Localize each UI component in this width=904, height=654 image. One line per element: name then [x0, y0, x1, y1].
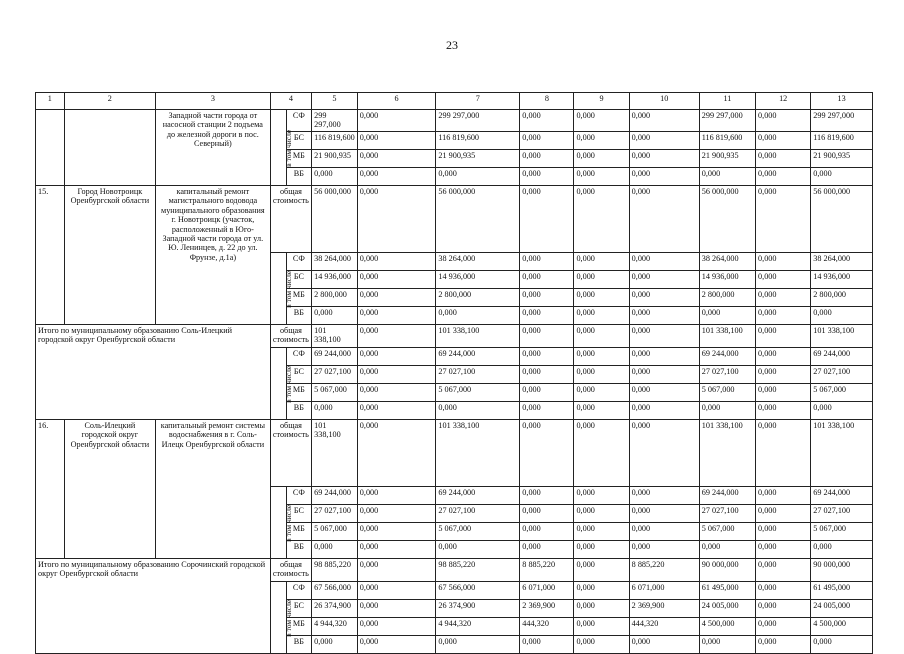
value-cell: 0,000	[756, 167, 811, 185]
value-cell: 21 900,935	[312, 149, 358, 167]
value-cell: 0,000	[629, 401, 699, 419]
value-cell: 101 338,100	[699, 419, 755, 486]
object-description: капитальный ремонт системы водоснабжения в г. Соль-Илецк Оренбургской области	[156, 419, 271, 558]
value-cell: 0,000	[756, 581, 811, 599]
value-cell: 0,000	[574, 306, 629, 324]
value-cell: 0,000	[756, 558, 811, 581]
column-number: 12	[756, 93, 811, 110]
value-cell: 0,000	[357, 540, 436, 558]
value-cell: 101 338,100	[312, 324, 358, 347]
funding-source: ВБ	[286, 401, 311, 419]
value-cell: 0,000	[520, 522, 574, 540]
value-cell: 0,000	[629, 270, 699, 288]
value-cell: 38 264,000	[312, 252, 358, 270]
funding-source: ВБ	[286, 635, 311, 653]
value-cell: 0,000	[811, 540, 873, 558]
funding-source: МБ	[286, 522, 311, 540]
value-cell: 90 000,000	[699, 558, 755, 581]
value-cell: 299 297,000	[811, 110, 873, 132]
value-cell: 0,000	[756, 401, 811, 419]
value-cell: 0,000	[629, 540, 699, 558]
value-cell: 14 936,000	[699, 270, 755, 288]
value-cell: 0,000	[520, 131, 574, 149]
value-cell: 4 500,000	[699, 617, 755, 635]
value-cell: 69 244,000	[436, 486, 520, 504]
value-cell: 0,000	[574, 558, 629, 581]
value-cell: 0,000	[629, 324, 699, 347]
value-cell: 0,000	[629, 347, 699, 365]
value-cell: 27 027,100	[312, 365, 358, 383]
vertical-label-text: в том числе	[283, 504, 293, 542]
funding-source: МБ	[286, 383, 311, 401]
value-cell: 0,000	[811, 167, 873, 185]
value-cell: 0,000	[357, 365, 436, 383]
value-cell: 101 338,100	[436, 419, 520, 486]
value-cell: 0,000	[436, 540, 520, 558]
vertical-label-text: в том числе	[283, 599, 293, 637]
value-cell: 0,000	[312, 401, 358, 419]
value-cell: 27 027,100	[811, 504, 873, 522]
funding-source: МБ	[286, 617, 311, 635]
vertical-label	[270, 347, 293, 419]
value-cell: 0,000	[520, 270, 574, 288]
value-cell: 0,000	[629, 306, 699, 324]
value-cell: 0,000	[574, 131, 629, 149]
value-cell: 21 900,935	[699, 149, 755, 167]
value-cell: 0,000	[756, 347, 811, 365]
value-cell: 24 005,000	[699, 599, 755, 617]
value-cell: 0,000	[629, 419, 699, 486]
value-cell: 0,000	[629, 522, 699, 540]
value-cell: 5 067,000	[811, 522, 873, 540]
value-cell: 0,000	[629, 131, 699, 149]
value-cell: 0,000	[629, 167, 699, 185]
value-cell: 0,000	[574, 270, 629, 288]
value-cell: 116 819,600	[312, 131, 358, 149]
value-cell: 69 244,000	[699, 347, 755, 365]
value-cell: 69 244,000	[312, 347, 358, 365]
value-cell: 38 264,000	[436, 252, 520, 270]
value-cell: 6 071,000	[629, 581, 699, 599]
value-cell: 0,000	[574, 635, 629, 653]
value-cell: 0,000	[574, 599, 629, 617]
value-cell: 69 244,000	[811, 347, 873, 365]
value-cell: 0,000	[574, 149, 629, 167]
column-number: 11	[699, 93, 755, 110]
value-cell: 0,000	[811, 306, 873, 324]
value-cell: 0,000	[357, 110, 436, 132]
value-cell: 0,000	[699, 401, 755, 419]
value-cell: 0,000	[574, 617, 629, 635]
value-cell: 0,000	[574, 324, 629, 347]
value-cell: 0,000	[756, 419, 811, 486]
value-cell: 0,000	[629, 486, 699, 504]
value-cell: 56 000,000	[312, 185, 358, 252]
value-cell: 27 027,100	[312, 504, 358, 522]
item-number: 15.	[36, 185, 65, 324]
value-cell: 299 297,000	[699, 110, 755, 132]
value-cell: 101 338,100	[699, 324, 755, 347]
value-cell: 69 244,000	[811, 486, 873, 504]
funding-source: ВБ	[286, 167, 311, 185]
value-cell: 0,000	[574, 185, 629, 252]
column-number: 10	[629, 93, 699, 110]
value-cell: 2 800,000	[699, 288, 755, 306]
value-cell: 0,000	[357, 599, 436, 617]
value-cell: 0,000	[629, 252, 699, 270]
column-number: 6	[357, 93, 436, 110]
value-cell: 56 000,000	[436, 185, 520, 252]
value-cell: 14 936,000	[312, 270, 358, 288]
object-name: Город Новотроицк Оренбургской области	[64, 185, 155, 324]
column-number: 9	[574, 93, 629, 110]
value-cell: 0,000	[756, 252, 811, 270]
value-cell: 14 936,000	[436, 270, 520, 288]
column-number: 2	[64, 93, 155, 110]
value-cell: 0,000	[436, 635, 520, 653]
funding-source: ВБ	[286, 540, 311, 558]
value-cell: 0,000	[520, 252, 574, 270]
value-cell: 0,000	[312, 540, 358, 558]
value-cell: 0,000	[357, 558, 436, 581]
value-cell: 0,000	[574, 347, 629, 365]
vertical-label-text: в том числе	[283, 365, 293, 403]
value-cell: 0,000	[357, 486, 436, 504]
value-cell: 0,000	[811, 401, 873, 419]
funding-source: БС	[286, 131, 311, 149]
value-cell: 0,000	[520, 401, 574, 419]
value-cell: 8 885,220	[520, 558, 574, 581]
column-number: 7	[436, 93, 520, 110]
value-cell: 0,000	[357, 401, 436, 419]
summary-label: Итого по муниципальному образованию Соль-Илецкий городской округ Оренбургской области	[36, 324, 271, 419]
value-cell: 444,320	[629, 617, 699, 635]
value-cell: 56 000,000	[699, 185, 755, 252]
value-cell: 14 936,000	[811, 270, 873, 288]
value-cell: 0,000	[756, 486, 811, 504]
value-cell: 0,000	[574, 419, 629, 486]
vertical-label-text: в том числе	[283, 270, 293, 308]
value-cell: 5 067,000	[436, 383, 520, 401]
value-cell: 27 027,100	[436, 365, 520, 383]
value-cell: 0,000	[312, 635, 358, 653]
value-cell: 0,000	[357, 306, 436, 324]
value-cell: 0,000	[756, 599, 811, 617]
value-cell: 0,000	[699, 635, 755, 653]
value-cell: 67 566,000	[312, 581, 358, 599]
value-cell: 56 000,000	[811, 185, 873, 252]
total-row	[36, 185, 873, 252]
funding-source: МБ	[286, 149, 311, 167]
value-cell: 444,320	[520, 617, 574, 635]
value-cell: 4 944,320	[436, 617, 520, 635]
value-cell: 0,000	[629, 288, 699, 306]
value-cell: 0,000	[699, 167, 755, 185]
value-cell: 0,000	[629, 383, 699, 401]
value-cell: 0,000	[756, 522, 811, 540]
value-cell: 27 027,100	[699, 365, 755, 383]
budget-table	[35, 92, 873, 654]
value-cell: 2 369,900	[629, 599, 699, 617]
value-cell: 0,000	[756, 149, 811, 167]
vertical-label	[270, 486, 293, 558]
value-cell: 0,000	[574, 504, 629, 522]
value-cell: 0,000	[629, 365, 699, 383]
value-cell: 38 264,000	[699, 252, 755, 270]
column-number: 13	[811, 93, 873, 110]
value-cell: 0,000	[520, 504, 574, 522]
value-cell: 8 885,220	[629, 558, 699, 581]
value-cell: 67 566,000	[436, 581, 520, 599]
value-cell: 0,000	[520, 419, 574, 486]
funding-source: СФ	[286, 581, 311, 599]
value-cell: 6 071,000	[520, 581, 574, 599]
value-cell: 0,000	[756, 270, 811, 288]
value-cell: 27 027,100	[436, 504, 520, 522]
value-cell: 0,000	[756, 365, 811, 383]
funding-source: БС	[286, 270, 311, 288]
value-cell: 0,000	[436, 167, 520, 185]
funding-source: БС	[286, 599, 311, 617]
object-name: Соль-Илецкий городской округ Оренбургской области	[64, 419, 155, 558]
total-label: общая стоимость	[270, 324, 311, 347]
value-cell: 0,000	[520, 383, 574, 401]
funding-source: БС	[286, 365, 311, 383]
value-cell: 0,000	[357, 149, 436, 167]
value-cell: 0,000	[357, 383, 436, 401]
value-cell: 27 027,100	[699, 504, 755, 522]
vertical-label	[270, 110, 293, 186]
value-cell: 0,000	[357, 288, 436, 306]
value-cell: 5 067,000	[312, 383, 358, 401]
object-description: Западной части города от насосной станции 2 подъема до железной дороги в пос. Северный)	[156, 110, 271, 186]
value-cell: 0,000	[756, 617, 811, 635]
value-cell: 0,000	[699, 306, 755, 324]
value-cell: 116 819,600	[811, 131, 873, 149]
value-cell: 0,000	[629, 635, 699, 653]
value-cell: 0,000	[357, 581, 436, 599]
value-cell: 0,000	[357, 252, 436, 270]
value-cell: 0,000	[520, 365, 574, 383]
value-cell: 0,000	[756, 540, 811, 558]
value-cell: 0,000	[520, 347, 574, 365]
object-name	[64, 110, 155, 186]
value-cell: 0,000	[756, 383, 811, 401]
value-cell: 2 800,000	[312, 288, 358, 306]
column-number: 5	[312, 93, 358, 110]
value-cell: 0,000	[357, 167, 436, 185]
value-cell: 0,000	[357, 324, 436, 347]
total-row	[36, 324, 873, 347]
value-cell: 0,000	[436, 306, 520, 324]
value-cell: 0,000	[574, 522, 629, 540]
value-cell: 69 244,000	[312, 486, 358, 504]
item-number: 16.	[36, 419, 65, 558]
object-description: капитальный ремонт магистрального водовода муниципального образования г. Новотроицк (участок, расположенный в Юго-Западной части города от ул. Ю. Ленинцев, д. 22 до ул. Фрунзе, д.1а)	[156, 185, 271, 324]
value-cell: 0,000	[574, 110, 629, 132]
value-cell: 5 067,000	[699, 522, 755, 540]
value-cell: 0,000	[756, 504, 811, 522]
value-cell: 0,000	[520, 149, 574, 167]
value-cell: 0,000	[520, 635, 574, 653]
value-cell: 0,000	[520, 324, 574, 347]
value-cell: 38 264,000	[811, 252, 873, 270]
value-cell: 2 800,000	[811, 288, 873, 306]
value-cell: 98 885,220	[436, 558, 520, 581]
funding-source: МБ	[286, 288, 311, 306]
value-cell: 90 000,000	[811, 558, 873, 581]
source-row	[36, 110, 873, 132]
value-cell: 0,000	[357, 617, 436, 635]
column-number-row	[36, 93, 873, 110]
value-cell: 69 244,000	[699, 486, 755, 504]
column-number: 4	[270, 93, 311, 110]
value-cell: 0,000	[574, 167, 629, 185]
value-cell: 116 819,600	[436, 131, 520, 149]
value-cell: 5 067,000	[699, 383, 755, 401]
value-cell: 101 338,100	[436, 324, 520, 347]
value-cell: 101 338,100	[811, 419, 873, 486]
value-cell: 0,000	[629, 110, 699, 132]
value-cell: 0,000	[312, 306, 358, 324]
total-row	[36, 419, 873, 486]
value-cell: 21 900,935	[436, 149, 520, 167]
value-cell: 0,000	[756, 635, 811, 653]
value-cell: 0,000	[756, 324, 811, 347]
funding-source: СФ	[286, 252, 311, 270]
value-cell: 0,000	[574, 581, 629, 599]
funding-source: БС	[286, 504, 311, 522]
value-cell: 0,000	[520, 110, 574, 132]
value-cell: 0,000	[520, 486, 574, 504]
value-cell: 101 338,100	[312, 419, 358, 486]
value-cell: 0,000	[756, 110, 811, 132]
value-cell: 24 005,000	[811, 599, 873, 617]
value-cell: 0,000	[574, 486, 629, 504]
value-cell: 98 885,220	[312, 558, 358, 581]
value-cell: 299 297,000	[312, 110, 358, 132]
value-cell: 5 067,000	[312, 522, 358, 540]
value-cell: 61 495,000	[811, 581, 873, 599]
value-cell: 0,000	[357, 635, 436, 653]
value-cell: 0,000	[520, 185, 574, 252]
value-cell: 0,000	[520, 288, 574, 306]
value-cell: 0,000	[629, 504, 699, 522]
column-number: 3	[156, 93, 271, 110]
funding-source: СФ	[286, 486, 311, 504]
value-cell: 116 819,600	[699, 131, 755, 149]
value-cell: 0,000	[574, 383, 629, 401]
total-label: общая стоимость	[270, 185, 311, 252]
funding-source: СФ	[286, 110, 311, 132]
value-cell: 69 244,000	[436, 347, 520, 365]
value-cell: 61 495,000	[699, 581, 755, 599]
value-cell: 0,000	[357, 185, 436, 252]
value-cell: 0,000	[699, 540, 755, 558]
value-cell: 299 297,000	[436, 110, 520, 132]
value-cell: 0,000	[520, 540, 574, 558]
value-cell: 5 067,000	[811, 383, 873, 401]
value-cell: 0,000	[357, 131, 436, 149]
funding-source: СФ	[286, 347, 311, 365]
value-cell: 0,000	[520, 306, 574, 324]
value-cell: 2 369,900	[520, 599, 574, 617]
value-cell: 0,000	[357, 504, 436, 522]
value-cell: 0,000	[756, 306, 811, 324]
vertical-label	[270, 252, 293, 324]
value-cell: 0,000	[574, 252, 629, 270]
total-row	[36, 558, 873, 581]
value-cell: 0,000	[756, 185, 811, 252]
value-cell: 2 800,000	[436, 288, 520, 306]
value-cell: 0,000	[811, 635, 873, 653]
total-label: общая стоимость	[270, 558, 311, 581]
value-cell: 0,000	[574, 401, 629, 419]
column-number: 1	[36, 93, 65, 110]
page-number: 23	[446, 38, 458, 52]
value-cell: 101 338,100	[811, 324, 873, 347]
value-cell: 0,000	[436, 401, 520, 419]
vertical-label-text: в том числе	[283, 129, 293, 167]
value-cell: 0,000	[629, 185, 699, 252]
value-cell: 26 374,900	[436, 599, 520, 617]
value-cell: 0,000	[520, 167, 574, 185]
value-cell: 0,000	[756, 131, 811, 149]
value-cell: 27 027,100	[811, 365, 873, 383]
value-cell: 0,000	[629, 149, 699, 167]
item-number	[36, 110, 65, 186]
value-cell: 0,000	[312, 167, 358, 185]
funding-source: ВБ	[286, 306, 311, 324]
value-cell: 0,000	[574, 540, 629, 558]
value-cell: 26 374,900	[312, 599, 358, 617]
value-cell: 4 500,000	[811, 617, 873, 635]
value-cell: 0,000	[357, 419, 436, 486]
value-cell: 0,000	[756, 288, 811, 306]
value-cell: 5 067,000	[436, 522, 520, 540]
vertical-label	[270, 581, 293, 653]
value-cell: 0,000	[357, 347, 436, 365]
value-cell: 4 944,320	[312, 617, 358, 635]
value-cell: 0,000	[357, 270, 436, 288]
total-label: общая стоимость	[270, 419, 311, 486]
summary-label: Итого по муниципальному образованию Сорочинский городской округ Оренбургской области	[36, 558, 271, 653]
column-number: 8	[520, 93, 574, 110]
value-cell: 21 900,935	[811, 149, 873, 167]
value-cell: 0,000	[574, 288, 629, 306]
value-cell: 0,000	[574, 365, 629, 383]
value-cell: 0,000	[357, 522, 436, 540]
